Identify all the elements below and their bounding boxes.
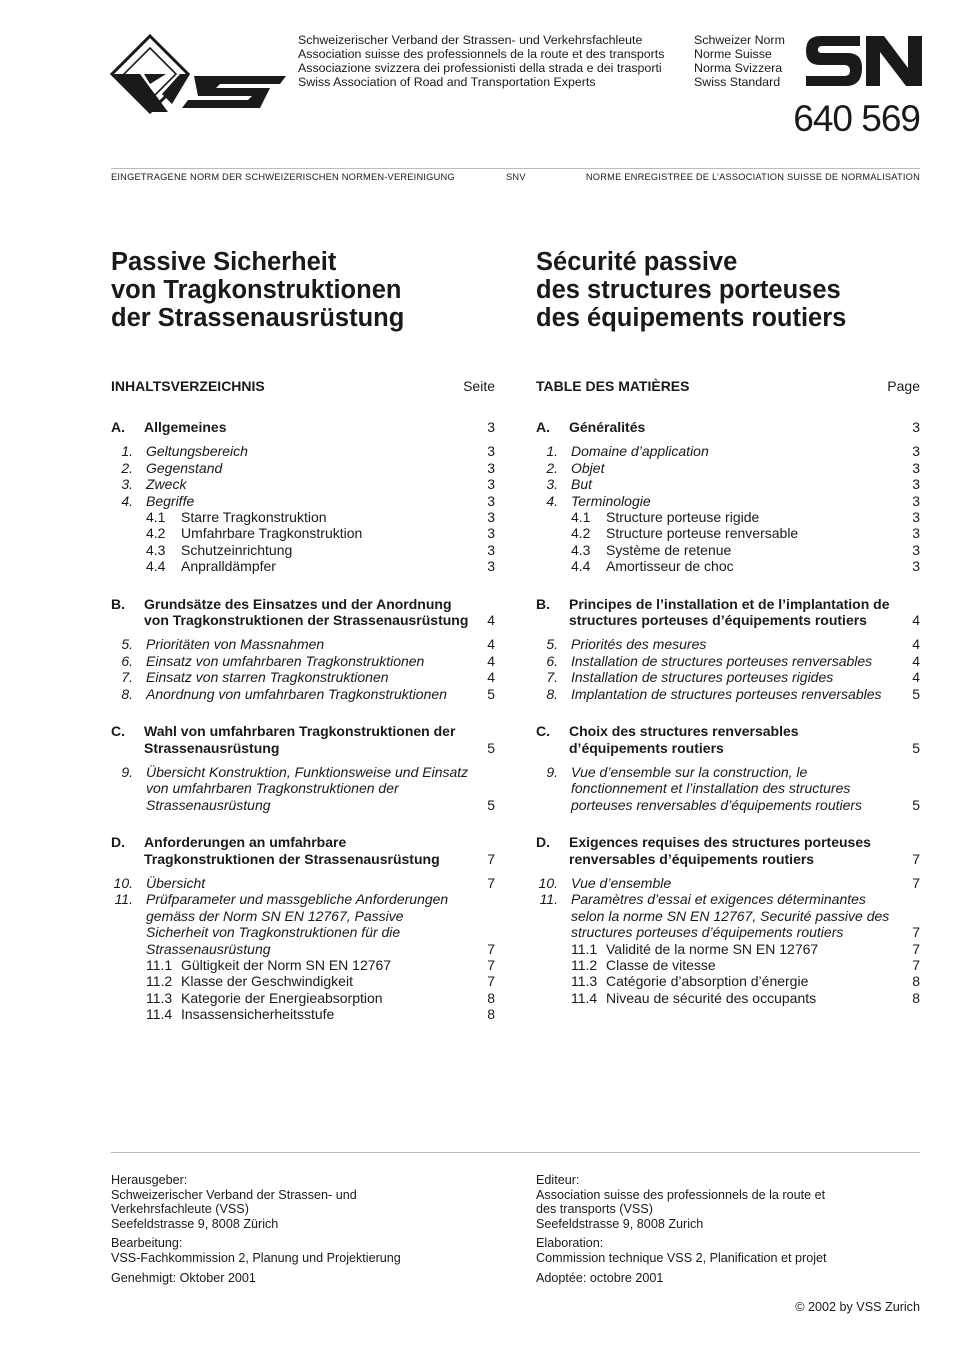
subitem-text: Structure porteuse renversable [606, 525, 799, 542]
editing-text: Commission technique VSS 2, Planification et projet [536, 1250, 827, 1265]
subitem-number: 11.4 [146, 1006, 173, 1023]
toc-item [536, 669, 920, 685]
item-text: Prüfparameter und massgebliche Anforderungen gemäss der Norm SN EN 12767, Passive Sicherheit von Tragkonstruktionen für die Strassenausrüstung [146, 891, 449, 957]
toc-item [111, 686, 495, 702]
title-de [111, 248, 404, 332]
item-page: 7 [487, 940, 495, 957]
footer-de [111, 1173, 401, 1290]
toc-subitem [111, 957, 495, 973]
subitem-text: Classe de vitesse [606, 956, 716, 973]
item-text: Geltungsbereich [146, 443, 248, 460]
subitem-number: 11.3 [146, 989, 173, 1006]
subitem-page: 3 [912, 558, 920, 575]
item-page: 7 [487, 874, 495, 891]
toc-subitem [536, 542, 920, 558]
toc-heading-label: INHALTSVERZEICHNIS [111, 378, 265, 394]
subitem-page: 7 [487, 973, 495, 990]
subitem-page: 3 [487, 558, 495, 575]
subitem-number: 4.2 [571, 525, 591, 542]
editing-label: Bearbeitung: [111, 1236, 183, 1251]
subitem-text: Kategorie der Energieabsorption [181, 989, 383, 1006]
footer-fr [536, 1173, 827, 1290]
toc-items [111, 764, 495, 813]
publisher-line: Association suisse des professionnels de la route et [536, 1187, 826, 1202]
subitem-number: 4.4 [146, 558, 166, 575]
toc-items [536, 636, 920, 702]
toc-item [111, 493, 495, 509]
toc-item [111, 443, 495, 459]
toc-item [536, 476, 920, 492]
item-page: 3 [487, 476, 495, 493]
toc-item [536, 764, 920, 813]
item-number: 6. [546, 652, 558, 669]
toc-items [111, 443, 495, 574]
subitem-number: 11.1 [571, 940, 598, 957]
toc-item [536, 636, 920, 652]
item-page: 7 [912, 874, 920, 891]
item-page: 5 [912, 685, 920, 702]
section-letter: C. [111, 723, 125, 740]
publisher-label: Herausgeber: [111, 1173, 188, 1187]
item-page: 4 [487, 652, 495, 669]
item-page: 3 [912, 459, 920, 476]
item-page: 3 [912, 476, 920, 493]
publisher-line: Seefeldstrasse 9, 8008 Zurich [536, 1216, 704, 1231]
item-number: 4. [546, 492, 558, 509]
standard-number: 640 569 [793, 98, 920, 139]
item-page: 4 [487, 636, 495, 653]
section-page: 3 [487, 419, 495, 436]
editing-label: Elaboration: [536, 1236, 604, 1251]
item-number: 10. [113, 874, 133, 891]
item-number: 9. [546, 763, 558, 780]
toc-item [111, 764, 495, 813]
toc-section [536, 596, 920, 629]
subitem-page: 3 [487, 541, 495, 558]
toc-subitem [536, 957, 920, 973]
subitem-number: 4.3 [146, 541, 166, 558]
subitem-page: 3 [912, 541, 920, 558]
item-number: 3. [546, 476, 558, 493]
subitem-text: Klasse der Geschwindigkeit [181, 973, 353, 990]
toc-item [536, 653, 920, 669]
title-fr-line: des équipements routiers [536, 304, 847, 332]
item-page: 7 [912, 924, 920, 941]
toc-section [536, 419, 920, 435]
item-number: 4. [121, 492, 133, 509]
subitem-text: Gültigkeit der Norm SN EN 12767 [181, 956, 392, 973]
registration-de: EINGETRAGENE NORM DER SCHWEIZERISCHEN NORMEN-VEREINIGUNG [111, 172, 455, 182]
item-text: Implantation de structures porteuses renversables [571, 685, 882, 702]
subitem-page: 7 [912, 940, 920, 957]
subitem-number: 4.2 [146, 525, 166, 542]
item-number: 5. [546, 636, 558, 653]
toc-item [536, 891, 920, 940]
item-number: 3. [121, 476, 133, 493]
toc-french [536, 378, 920, 1006]
toc-subitem [536, 558, 920, 574]
item-number: 8. [546, 685, 558, 702]
section-letter: D. [536, 834, 550, 851]
item-number: 7. [546, 669, 558, 686]
copyright: © 2002 by VSS Zurich [795, 1300, 920, 1314]
publisher-line: Verkehrsfachleute (VSS) [111, 1202, 249, 1217]
toc-item [536, 443, 920, 459]
title-de-line: der Strassenausrüstung [111, 304, 405, 332]
item-number: 11. [539, 891, 558, 908]
subitem-number: 11.4 [571, 989, 598, 1006]
toc-item [111, 669, 495, 685]
item-text: Anordnung von umfahrbaren Tragkonstruktionen [146, 685, 447, 702]
section-title: Wahl von umfahrbaren Tragkonstruktionen der Strassenausrüstung [144, 723, 456, 756]
item-text: Begriffe [146, 492, 195, 509]
title-fr-line: Sécurité passive [536, 248, 738, 276]
subitem-page: 8 [912, 973, 920, 990]
item-number: 5. [121, 636, 133, 653]
item-page: 3 [487, 459, 495, 476]
title-de-line: Passive Sicherheit [111, 248, 337, 276]
item-number: 8. [121, 685, 133, 702]
item-number: 1. [121, 443, 133, 460]
toc-item [536, 460, 920, 476]
subitem-page: 7 [487, 956, 495, 973]
item-text: Vue d’ensemble [571, 874, 672, 891]
subitem-page: 7 [912, 956, 920, 973]
subitem-text: Amortisseur de choc [606, 558, 734, 575]
subitem-page: 3 [912, 509, 920, 526]
item-text: Zweck [146, 476, 187, 493]
item-number: 6. [121, 652, 133, 669]
toc-items [536, 764, 920, 813]
item-number: 7. [121, 669, 133, 686]
subitem-number: 11.2 [571, 956, 598, 973]
toc-subitem [111, 990, 495, 1006]
toc-section [111, 419, 495, 435]
item-text: But [571, 476, 593, 493]
section-page: 5 [487, 739, 495, 756]
approved-date: Adoptée: octobre 2001 [536, 1270, 664, 1285]
editing-text: VSS-Fachkommission 2, Planung und Projektierung [111, 1250, 401, 1265]
item-text: Übersicht [146, 874, 206, 891]
publisher-line: Seefeldstrasse 9, 8008 Zürich [111, 1216, 279, 1231]
item-page: 3 [487, 443, 495, 460]
section-page: 7 [912, 850, 920, 867]
subitem-text: Système de retenue [606, 541, 732, 558]
section-letter: B. [111, 595, 125, 612]
toc-heading [111, 378, 495, 398]
subitem-page: 8 [487, 989, 495, 1006]
toc-page-label: Page [887, 378, 920, 394]
subitem-number: 4.3 [571, 541, 591, 558]
std-name-en: Swiss Standard [694, 75, 781, 89]
toc-item [111, 460, 495, 476]
section-title: Exigences requises des structures porteuses renversables d’équipements routiers [569, 834, 871, 867]
item-number: 2. [546, 459, 558, 476]
section-page: 7 [487, 850, 495, 867]
section-title: Allgemeines [144, 419, 227, 435]
toc-section [536, 834, 920, 867]
header-divider [111, 168, 920, 169]
assoc-line-fr: Association suisse des professionnels de la route et des transports [298, 47, 665, 61]
footer-divider [111, 1152, 920, 1153]
toc-subitem [536, 973, 920, 989]
subitem-number: 11.3 [571, 973, 598, 990]
section-title: Anforderungen an umfahrbare Tragkonstruktionen der Strassenausrüstung [144, 834, 440, 867]
publisher-line: Schweizerischer Verband der Strassen- und [111, 1187, 357, 1202]
toc-item [111, 636, 495, 652]
item-text: Übersicht Konstruktion, Funktionsweise und Einsatz von umfahrbaren Tragkonstruktionen der Strassenausrüstung [146, 763, 469, 813]
subitem-page: 3 [912, 525, 920, 542]
item-page: 4 [912, 669, 920, 686]
item-text: Einsatz von umfahrbaren Tragkonstruktionen [146, 652, 425, 669]
item-text: Domaine d’application [571, 443, 709, 460]
item-text: Einsatz von starren Tragkonstruktionen [146, 669, 389, 686]
section-letter: A. [111, 419, 125, 435]
item-text: Gegenstand [146, 459, 223, 476]
toc-item [536, 493, 920, 509]
subitem-number: 11.1 [146, 956, 173, 973]
item-page: 3 [912, 492, 920, 509]
association-names [298, 33, 664, 89]
section-title: Grundsätze des Einsatzes und der Anordnung von Tragkonstruktionen der Strassenausrüstung [144, 595, 469, 629]
toc-page-label: Seite [463, 378, 495, 394]
toc-heading [536, 378, 920, 398]
subitem-number: 4.1 [146, 509, 166, 526]
title-fr-line: des structures porteuses [536, 276, 841, 304]
item-text: Paramètres d’essai et exigences déterminantes selon la norme SN EN 12767, Securité passive des structures porteuses d’équipements routiers [571, 891, 890, 941]
toc-section [111, 723, 495, 756]
title-fr [536, 248, 846, 332]
item-page: 3 [912, 443, 920, 460]
registration-fr: NORME ENREGISTREE DE L’ASSOCIATION SUISSE DE NORMALISATION [585, 172, 920, 182]
standard-names [694, 33, 785, 89]
section-page: 3 [912, 419, 920, 436]
subitem-text: Niveau de sécurité des occupants [606, 989, 817, 1006]
toc-item [536, 875, 920, 891]
toc-items [536, 443, 920, 574]
item-number: 11. [114, 891, 133, 908]
toc-section [536, 723, 920, 756]
assoc-line-it: Associazione svizzera dei professionisti della strada e dei trasporti [298, 61, 662, 75]
section-page: 5 [912, 739, 920, 756]
subitem-page: 8 [912, 989, 920, 1006]
toc-subitem [111, 558, 495, 574]
section-letter: C. [536, 723, 550, 740]
section-page: 4 [487, 612, 495, 629]
toc-subitem [111, 525, 495, 541]
toc-item [111, 875, 495, 891]
registration-snv: SNV [506, 172, 526, 182]
approved-date: Genehmigt: Oktober 2001 [111, 1270, 256, 1285]
toc-subitem [536, 509, 920, 525]
subitem-text: Validité de la norme SN EN 12767 [606, 940, 819, 957]
toc-item [111, 653, 495, 669]
item-page: 3 [487, 492, 495, 509]
toc-items [536, 875, 920, 1006]
section-letter: D. [111, 834, 125, 851]
item-number: 1. [546, 443, 558, 460]
assoc-line-de: Schweizerischer Verband der Strassen- und Verkehrsfachleute [298, 33, 643, 47]
item-number: 9. [121, 763, 133, 780]
toc-subitem [536, 941, 920, 957]
section-page: 4 [912, 612, 920, 629]
toc-subitem [111, 542, 495, 558]
subitem-number: 11.2 [146, 973, 173, 990]
std-name-de: Schweizer Norm [694, 33, 785, 47]
item-number: 10. [538, 874, 558, 891]
subitem-text: Structure porteuse rigide [606, 509, 760, 526]
toc-subitem [536, 990, 920, 1006]
assoc-line-en: Swiss Association of Road and Transportation Experts [298, 75, 596, 89]
item-text: Installation de structures porteuses rigides [571, 669, 834, 686]
toc-subitem [111, 973, 495, 989]
publisher-line: des transports (VSS) [536, 1202, 653, 1217]
subitem-page: 3 [487, 509, 495, 526]
item-page: 4 [912, 636, 920, 653]
item-number: 2. [121, 459, 133, 476]
subitem-text: Starre Tragkonstruktion [181, 509, 327, 526]
subitem-text: Catégorie d’absorption d’énergie [606, 973, 809, 990]
section-letter: B. [536, 595, 550, 612]
section-title: Choix des structures renversables d’équipements routiers [569, 723, 799, 756]
sn-logo [806, 36, 922, 86]
vss-logo [110, 34, 292, 114]
toc-subitem [111, 1006, 495, 1022]
toc-item [111, 476, 495, 492]
subitem-page: 8 [487, 1006, 495, 1023]
item-page: 5 [487, 685, 495, 702]
item-text: Prioritäten von Massnahmen [146, 636, 325, 653]
toc-subitem [111, 509, 495, 525]
item-page: 5 [487, 796, 495, 813]
toc-items [111, 636, 495, 702]
section-title: Principes de l’installation et de l’implantation de structures porteuses d’équipements routiers [569, 595, 890, 629]
item-text: Priorités des mesures [571, 636, 707, 653]
item-text: Vue d’ensemble sur la construction, le fonctionnement et l’installation des structures porteuses renversables d’équipements routiers [571, 763, 863, 813]
subitem-text: Umfahrbare Tragkonstruktion [181, 525, 363, 542]
subitem-text: Schutzeinrichtung [181, 541, 293, 558]
subitem-text: Anpralldämpfer [181, 558, 276, 575]
section-title: Généralités [569, 419, 646, 435]
item-page: 4 [912, 652, 920, 669]
toc-item [536, 686, 920, 702]
subitem-page: 3 [487, 525, 495, 542]
subitem-number: 4.4 [571, 558, 591, 575]
toc-items [111, 875, 495, 1023]
item-text: Installation de structures porteuses renversables [571, 652, 873, 669]
title-de-line: von Tragkonstruktionen [111, 276, 402, 304]
section-letter: A. [536, 419, 550, 435]
item-page: 4 [487, 669, 495, 686]
toc-german [111, 378, 495, 1023]
toc-heading-label: TABLE DES MATIÈRES [536, 378, 690, 394]
subitem-number: 4.1 [571, 509, 591, 526]
publisher-label: Editeur: [536, 1173, 580, 1187]
item-text: Objet [571, 459, 605, 476]
toc-item [111, 891, 495, 957]
item-text: Terminologie [571, 492, 651, 509]
toc-section [111, 596, 495, 629]
toc-section [111, 834, 495, 867]
item-page: 5 [912, 796, 920, 813]
toc-subitem [536, 525, 920, 541]
std-name-fr: Norme Suisse [694, 47, 772, 61]
std-name-it: Norma Svizzera [694, 61, 783, 75]
subitem-text: Insassensicherheitsstufe [181, 1006, 335, 1023]
